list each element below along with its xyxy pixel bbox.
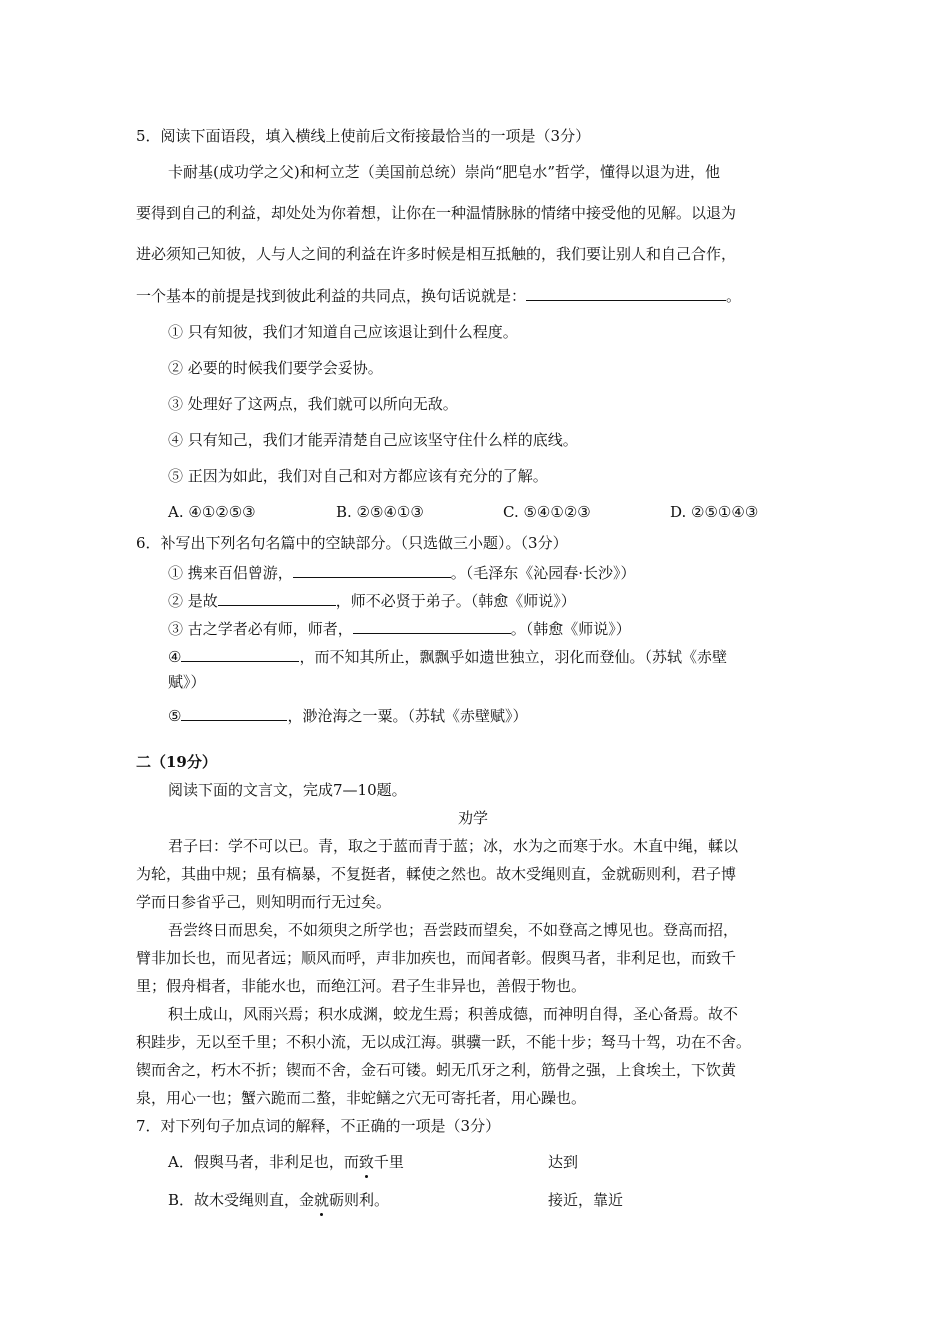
q6-line-5 bbox=[168, 705, 527, 726]
passage-line: 积跬步，无以至千里；不积小流，无以成江海。骐骥一跃，不能十步；驽马十驾，功在不舍。 bbox=[136, 1033, 752, 1051]
passage-line: 锲而舍之，朽木不折；锲而不舍，金石可镂。蚓无爪牙之利，筋骨之强，上食埃土，下饮黄 bbox=[136, 1061, 737, 1079]
q5-item: ④ 只有知己，我们才能弄清楚自己应该坚守住什么样的底线。 bbox=[168, 431, 578, 449]
q6-text: ，渺沧海之一粟。（苏轼《赤壁赋》） bbox=[287, 707, 528, 725]
q6-blank-1[interactable] bbox=[293, 562, 451, 578]
passage-line: 吾尝终日而思矣，不如须臾之所学也；吾尝跂而望矣，不如登高之博见也。登高而招， bbox=[168, 921, 739, 939]
q5-item: ③ 处理好了这两点，我们就可以所向无敌。 bbox=[168, 395, 458, 413]
q5-para-text: 一个基本的前提是找到彼此利益的共同点，换句话说就是： bbox=[136, 287, 527, 305]
q5-para-line bbox=[136, 285, 741, 306]
q5-answer-blank[interactable] bbox=[526, 285, 726, 301]
q5-item: ② 必要的时候我们要学会妥协。 bbox=[168, 359, 383, 377]
q5-para-end: 。 bbox=[726, 287, 742, 305]
q6-text: ，师不必贤于弟子。（韩愈《师说》） bbox=[335, 592, 576, 610]
passage-title: 劝学 bbox=[458, 809, 489, 827]
q5-item: ⑤ 正因为如此，我们对自己和对方都应该有充分的了解。 bbox=[168, 467, 548, 485]
q6-line-4-cont: 赋》） bbox=[168, 673, 206, 691]
q6-blank-2[interactable] bbox=[218, 590, 336, 606]
passage-line: 泉，用心一也；蟹六跪而二螯，非蛇鳝之穴无可寄托者，用心躁也。 bbox=[136, 1089, 587, 1107]
q6-text: ② 是故 bbox=[168, 592, 218, 610]
passage-line: 里；假舟楫者，非能水也，而绝江河。君子生非异也，善假于物也。 bbox=[136, 977, 587, 995]
q7-option-b bbox=[168, 1190, 389, 1210]
q6-text: ① 携来百侣曾游， bbox=[168, 564, 293, 582]
q6-text: ③ 古之学者必有师，师者， bbox=[168, 620, 353, 638]
q7-text: 砺则利。 bbox=[329, 1191, 390, 1209]
q6-blank-3[interactable] bbox=[353, 618, 511, 634]
q5-para-line: 卡耐基(成功学之父)和柯立芝（美国前总统）崇尚“肥皂水”哲学，懂得以退为进，他 bbox=[168, 163, 721, 181]
q6-blank-4[interactable] bbox=[181, 646, 299, 662]
q6-title: 6．补写出下列名句名篇中的空缺部分。（只选做三小题）。（3分） bbox=[136, 534, 568, 552]
q6-line-2 bbox=[168, 590, 576, 611]
q7-text: B．故木受绳则直，金 bbox=[168, 1191, 315, 1209]
q6-text: ④ bbox=[168, 648, 182, 666]
q7-title: 7．对下列句子加点词的解释，不正确的一项是（3分） bbox=[136, 1117, 501, 1135]
q5-option-a: A. ④①②⑤③ bbox=[168, 503, 256, 521]
section-heading: 二（19分） bbox=[136, 753, 217, 771]
q6-line-4 bbox=[168, 646, 727, 667]
q7-text: A．假舆马者，非利足也，而 bbox=[168, 1153, 359, 1171]
emphasis-dot-icon bbox=[365, 1175, 368, 1178]
q5-option-b: B. ②⑤④①③ bbox=[336, 503, 424, 521]
passage-line: 积土成山，风雨兴焉；积水成渊，蛟龙生焉；积善成德，而神明自得，圣心备焉。故不 bbox=[168, 1005, 739, 1023]
q6-text: 。（韩愈《师说》） bbox=[510, 620, 631, 638]
q5-title: 5．阅读下面语段，填入横线上使前后文衔接最恰当的一项是（3分） bbox=[136, 127, 591, 145]
dotted-char: 致 bbox=[358, 1153, 374, 1171]
passage-line: 臂非加长也，而见者远；顺风而呼，声非加疾也，而闻者彰。假舆马者，非利足也，而致千 bbox=[136, 949, 737, 967]
q6-blank-5[interactable] bbox=[181, 705, 287, 721]
q6-text: ⑤ bbox=[168, 707, 182, 725]
dotted-word bbox=[359, 1153, 374, 1171]
passage-line: 学而日参省乎己，则知明而行无过矣。 bbox=[136, 893, 392, 911]
q6-text: 。（毛泽东《沁园春·长沙》） bbox=[450, 564, 636, 582]
q6-text: ，而不知其所止，飘飘乎如遗世独立，羽化而登仙。（苏轼《赤壁 bbox=[299, 648, 727, 666]
dotted-char: 就 bbox=[314, 1191, 330, 1209]
q5-option-d: D. ②⑤①④③ bbox=[670, 503, 759, 521]
q7-option-b-meaning: 接近，靠近 bbox=[548, 1191, 624, 1209]
q7-option-a bbox=[168, 1152, 404, 1172]
q7-option-a-meaning: 达到 bbox=[548, 1153, 579, 1171]
emphasis-dot-icon bbox=[320, 1213, 323, 1216]
q6-line-1 bbox=[168, 562, 636, 583]
passage-line: 为轮，其曲中规；虽有槁暴，不复挺者，輮使之然也。故木受绳则直，金就砺则利，君子博 bbox=[136, 865, 737, 883]
q5-item: ① 只有知彼，我们才知道自己应该退让到什么程度。 bbox=[168, 323, 518, 341]
q5-option-c: C. ⑤④①②③ bbox=[503, 503, 591, 521]
q6-line-3 bbox=[168, 618, 631, 639]
dotted-word bbox=[314, 1191, 329, 1209]
q5-para-line: 要得到自己的利益，却处处为你着想，让你在一种温情脉脉的情绪中接受他的见解。以退为 bbox=[136, 204, 737, 222]
passage-line: 君子曰：学不可以已。青，取之于蓝而青于蓝；冰，水为之而寒于水。木直中绳，輮以 bbox=[168, 837, 739, 855]
q7-text: 千里 bbox=[373, 1153, 404, 1171]
section-intro: 阅读下面的文言文，完成7—10题。 bbox=[168, 781, 407, 799]
q5-para-line: 进必须知己知彼，人与人之间的利益在许多时候是相互抵触的，我们要让别人和自己合作， bbox=[136, 245, 737, 263]
